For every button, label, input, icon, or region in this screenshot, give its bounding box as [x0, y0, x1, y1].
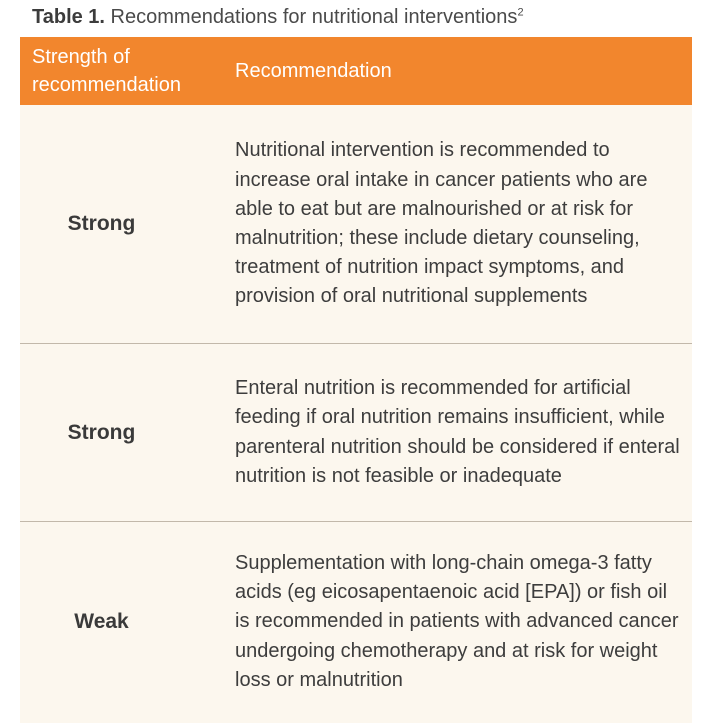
strength-cell: Strong: [67, 212, 136, 235]
table-caption: [32, 5, 524, 29]
strength-cell: Weak: [74, 610, 129, 633]
table-caption-reference: 2: [517, 6, 524, 19]
table-caption-text: Recommendations for nutritional interventions: [105, 6, 518, 28]
recommendations-table: [20, 37, 692, 723]
recommendation-cell: Nutritional intervention is recommended to increase oral intake in cancer patients who are able to eat but are malnourished or at risk for malnutrition; these include dietary counseling, treatment of nutrition impact symptoms, and provision of oral nutritional supplements: [235, 139, 648, 308]
header-recommendation: Recommendation: [235, 60, 392, 82]
recommendation-cell: Supplementation with long-chain omega-3 fatty acids (eg eicosapentaenoic acid [EPA]) or fish oil is recommended in patients with advanced cancer undergoing chemotherapy and at risk for weight loss or malnutrition: [235, 551, 679, 691]
recommendation-cell: Enteral nutrition is recommended for artificial feeding if oral nutrition remains insufficient, while parenteral nutrition should be considered if enteral nutrition is not feasible or inadequate: [235, 377, 680, 487]
strength-cell: Strong: [67, 420, 136, 444]
table-caption-label: Table 1.: [32, 6, 105, 28]
table-row: [20, 522, 692, 722]
header-strength-of-recommendation: Strength of recommendation: [32, 46, 181, 96]
table-header-row: [20, 37, 692, 105]
table-row: [20, 105, 692, 344]
table-row: [20, 344, 692, 522]
